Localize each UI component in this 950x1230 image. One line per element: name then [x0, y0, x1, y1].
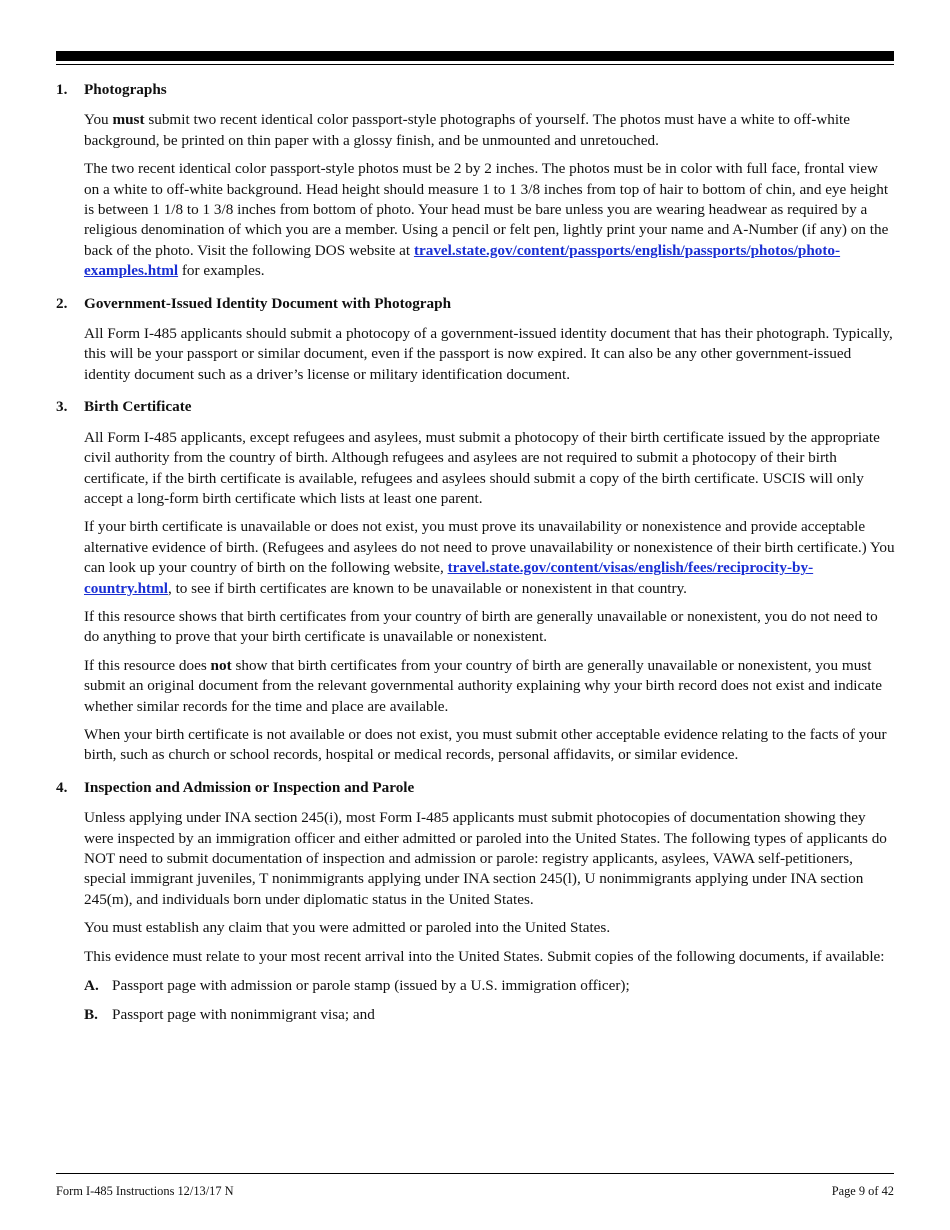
section-heading-inspection [56, 778, 896, 798]
paragraph [84, 110, 896, 151]
paragraph: Unless applying under INA section 245(i), most Form I-485 applicants must submit photocopies of documentation showing they were inspected by an immigration officer and either admitted or paroled into the United States. The following types of applicants do NOT need to submit documentation of inspection and admission or parole: registry applicants, asylees, VAWA self-petitioners, special immigrant juveniles, T nonimmigrants applying under INA section 245(l), U nonimmigrants applying under INA section 245(m), and individuals born under diplomatic status in the United States. [84, 809, 887, 908]
section-number: 3. [56, 398, 68, 416]
footer-form-id: Form I-485 Instructions 12/13/17 N [56, 1184, 234, 1198]
text-run: show that birth certificates from your country of birth are generally unavailable or nonexistent, you must submit an original document from the relevant governmental authority explaining why your birth record does not exist and indicate whether similar records for the time and place are available. [84, 656, 882, 715]
text-run: for examples. [178, 262, 265, 280]
paragraph: This evidence must relate to your most recent arrival into the United States. Submit copies of the following documents, if available: [84, 947, 885, 965]
text-run: If your birth certificate is unavailable or does not exist, you must prove its unavailability or nonexistence and provide acceptable alternative evidence of birth. (Refugees and asylees do not need to prove unavailability or nonexistence of their birth certificate.) You can look up your country of birth on the following website, [84, 518, 895, 577]
text-run: , to see if birth certificates are known to be unavailable or nonexistent in that country. [167, 579, 687, 597]
paragraph: When your birth certificate is not available or does not exist, you must submit other acceptable evidence relating to the facts of your birth, such as church or school records, hospital or medical records, personal affidavits, or similar evidence. [84, 725, 887, 764]
list-item-letter: B. [84, 1006, 98, 1024]
bold-text: not [210, 656, 232, 674]
photo-examples-link[interactable]: travel.state.gov/content/passports/english/passports/photos/photo-examples.html [84, 241, 841, 280]
paragraph [84, 159, 896, 281]
paragraph: If this resource shows that birth certificates from your country of birth are generally unavailable or nonexistent, you do not need to do anything to prove that your birth certificate is unavailable or nonexistent. [84, 607, 878, 646]
text-run: The two recent identical color passport-style photos must be 2 by 2 inches. The photos must be in color with full face, frontal view on a white to off-white background. Head height should measure 1 to 1 3/8 inches from top of hair to bottom of chin, and eye height is between 1 1/8 to 1 3/8 inches from bottom of photo. Your head must be bare unless you are wearing headwear as required by a religious denomination of which you are a member. Using a pencil or felt pen, lightly print your name and A-Number (if any) on the back of the photo. Visit the following DOS website at [84, 160, 889, 259]
list-item-letter: A. [84, 977, 99, 995]
section-number: 4. [56, 778, 68, 796]
list-item [84, 976, 896, 996]
section-title: Government-Issued Identity Document with Photograph [84, 294, 452, 312]
text-run: If this resource does [84, 656, 211, 674]
reciprocity-link[interactable]: travel.state.gov/content/visas/english/fees/reciprocity-by-country.html [84, 559, 814, 597]
footer-rule [56, 1173, 894, 1174]
text-run: submit two recent identical color passport-style photographs of yourself. The photos must have a white to off-white background, be printed on thin paper with a glossy finish, and be unmounted and unretouched. [84, 111, 851, 149]
bold-text: must [112, 111, 145, 129]
list-item-text: Passport page with nonimmigrant visa; and [112, 1006, 375, 1024]
section-title: Inspection and Admission or Inspection and Parole [84, 778, 415, 796]
section-heading-identity-document [56, 294, 896, 314]
section-number: 2. [56, 294, 68, 312]
text-run: You [84, 111, 113, 129]
header-thick-rule [56, 51, 894, 61]
paragraph: All Form I-485 applicants, except refugees and asylees, must submit a photocopy of their birth certificate issued by the appropriate civil authority from the country of birth. Although refugees and asylees are not required to submit a photocopy of their birth certificate, if the birth certificate is available, refugees and asylees should submit a copy of the birth certificate. USCIS will only accept a long-form birth certificate which lists at least one parent. [84, 428, 880, 507]
section-title: Photographs [84, 81, 167, 98]
list-item [84, 1005, 896, 1025]
paragraph [84, 656, 896, 717]
section-number: 1. [56, 81, 68, 98]
section-title: Birth Certificate [84, 398, 192, 416]
paragraph: All Form I-485 applicants should submit a photocopy of a government-issued identity document that has their photograph. Typically, this will be your passport or similar document, even if the passport is now expired. It can also be any other government-issued identity document such as a driver’s license or military identification document. [84, 325, 893, 383]
list-item-text: Passport page with admission or parole stamp (issued by a U.S. immigration officer); [112, 977, 630, 995]
paragraph: You must establish any claim that you were admitted or paroled into the United States. [84, 919, 611, 937]
footer-page-number: Page 9 of 42 [831, 1184, 894, 1198]
paragraph [84, 517, 896, 599]
header-thin-rule [56, 64, 894, 65]
page-body [56, 80, 896, 1026]
section-heading-birth-certificate [56, 397, 896, 417]
section-heading-photographs [56, 80, 896, 100]
